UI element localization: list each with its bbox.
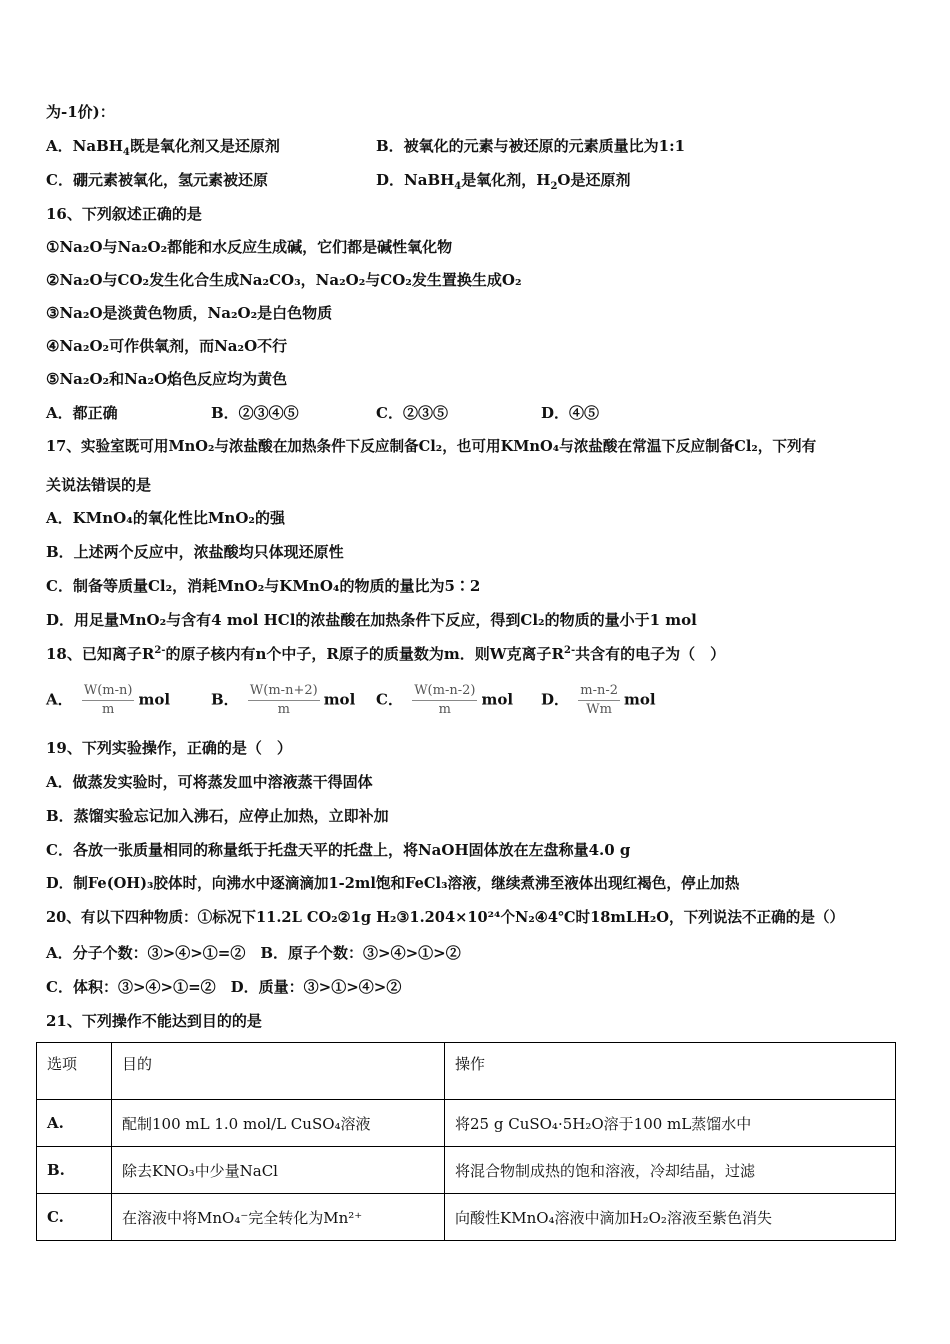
table-row <box>37 1147 896 1194</box>
row-purpose: 在溶液中将MnO₄⁻完全转化为Mn²⁺ <box>112 1194 445 1241</box>
q15-option-d: D．NaBH$_4$是氧化剂，$H_2O$是还原剂 <box>376 171 631 192</box>
q20-stem: 20、有以下四种物质：①标况下11.2L CO₂②1g H₂③1.204×10²⁴个N₂④4℃时18mLH₂O，下列说法不正确的是（） <box>46 909 845 926</box>
q21-table <box>36 1042 896 1241</box>
q16-statement-4: ④Na₂O₂可作供氧剂，而Na₂O不行 <box>46 337 288 355</box>
q15-option-c: C．硼元素被氧化，氢元素被还原 <box>46 171 268 189</box>
q19-option-c: C．各放一张质量相同的称量纸于托盘天平的托盘上，将NaOH固体放在左盘称量4.0 g <box>46 841 631 859</box>
q17-option-b: B．上述两个反应中，浓盐酸均只体现还原性 <box>46 543 344 561</box>
q18-option-a: A． $\frac{W(m-n)}{m}$ mol <box>46 683 171 717</box>
row-purpose: 除去KNO₃中少量NaCl <box>112 1147 445 1194</box>
q18-option-b: B． $\frac{W(m-n+2)}{m}$ mol <box>211 683 356 717</box>
q20-options-ab: A．分子个数：③>④>①=② B．原子个数：③>④>①>② <box>46 944 461 962</box>
q16-option-d: D．④⑤ <box>541 404 600 422</box>
row-operation: 将混合物制成热的饱和溶液，冷却结晶，过滤 <box>445 1147 896 1194</box>
q16-statement-3: ③Na₂O是淡黄色物质，Na₂O₂是白色物质 <box>46 304 333 322</box>
q17-option-a: A．KMnO₄的氧化性比MnO₂的强 <box>46 509 285 527</box>
q18-option-b-fraction: $\frac{W(m-n+2)}{m}$ <box>249 683 318 717</box>
q15-option-b: B．被氧化的元素与被还原的元素质量比为1:1 <box>376 137 686 155</box>
row-purpose: 配制100 mL 1.0 mol/L CuSO₄溶液 <box>112 1100 445 1147</box>
q17-stem-line2: 关说法错误的是 <box>46 476 152 494</box>
header-option: 选项 <box>37 1043 112 1100</box>
q16-statement-2: ②Na₂O与CO₂发生化合生成Na₂CO₃，Na₂O₂与CO₂发生置换生成O₂ <box>46 271 522 289</box>
q18-option-d-fraction: $\frac{m-n-2}{Wm}$ <box>580 683 619 717</box>
q16-statement-1: ①Na₂O与Na₂O₂都能和水反应生成碱，它们都是碱性氧化物 <box>46 238 453 256</box>
q16-option-c: C．②③⑤ <box>376 404 448 422</box>
q16-stem: 16、下列叙述正确的是 <box>46 205 202 223</box>
row-operation: 将25 g CuSO₄·5H₂O溶于100 mL蒸馏水中 <box>445 1100 896 1147</box>
q16-option-b: B．②③④⑤ <box>211 404 299 422</box>
table-header-row <box>37 1043 896 1100</box>
row-option: B. <box>37 1147 112 1194</box>
q17-option-c: C．制备等质量Cl₂，消耗MnO₂与KMnO₄的物质的量比为5∶2 <box>46 577 481 595</box>
q18-option-c-fraction: $\frac{W(m-n-2)}{m}$ <box>414 683 476 717</box>
q16-statement-5: ⑤Na₂O₂和Na₂O焰色反应均为黄色 <box>46 370 288 388</box>
q19-option-d: D．制Fe(OH)₃胶体时，向沸水中逐滴滴加1-2ml饱和FeCl₃溶液，继续煮沸至液体出现红褐色，停止加热 <box>46 875 740 892</box>
q15-option-a: A．NaBH$_4$既是氧化剂又是还原剂 <box>46 137 280 158</box>
table-row <box>37 1194 896 1241</box>
q18-option-d: D． $\frac{m-n-2}{Wm}$ mol <box>541 683 656 717</box>
q19-stem: 19、下列实验操作，正确的是（ ） <box>46 739 292 757</box>
q18-option-c: C． $\frac{W(m-n-2)}{m}$ mol <box>376 683 514 717</box>
table-row <box>37 1100 896 1147</box>
q17-option-d: D．用足量MnO₂与含有4 mol HCl的浓盐酸在加热条件下反应，得到Cl₂的物质的量小于1 mol <box>46 611 697 629</box>
q18-stem: 18、已知离子$R^{2-}$的原子核内有n个中子，R原子的质量数为m．则W克离子$R^{2-}$共含有的电子为（ ） <box>46 645 726 663</box>
q19-option-a: A．做蒸发实验时，可将蒸发皿中溶液蒸干得固体 <box>46 773 373 791</box>
row-option: A. <box>37 1100 112 1147</box>
row-option: C. <box>37 1194 112 1241</box>
header-purpose: 目的 <box>112 1043 445 1100</box>
q19-option-b: B．蒸馏实验忘记加入沸石，应停止加热，立即补加 <box>46 807 389 825</box>
q15-stem-tail: 为-1价)： <box>46 103 115 121</box>
header-operation: 操作 <box>445 1043 896 1100</box>
q17-stem-line1: 17、实验室既可用MnO₂与浓盐酸在加热条件下反应制备Cl₂，也可用KMnO₄与浓盐酸在常温下反应制备Cl₂，下列有 <box>46 438 817 455</box>
q20-options-cd: C．体积：③>④>①=② D．质量：③>①>④>② <box>46 978 402 996</box>
q16-option-a: A．都正确 <box>46 404 118 422</box>
q21-stem: 21、下列操作不能达到目的的是 <box>46 1012 262 1030</box>
row-operation: 向酸性KMnO₄溶液中滴加H₂O₂溶液至紫色消失 <box>445 1194 896 1241</box>
q18-option-a-fraction: $\frac{W(m-n)}{m}$ <box>83 683 133 717</box>
